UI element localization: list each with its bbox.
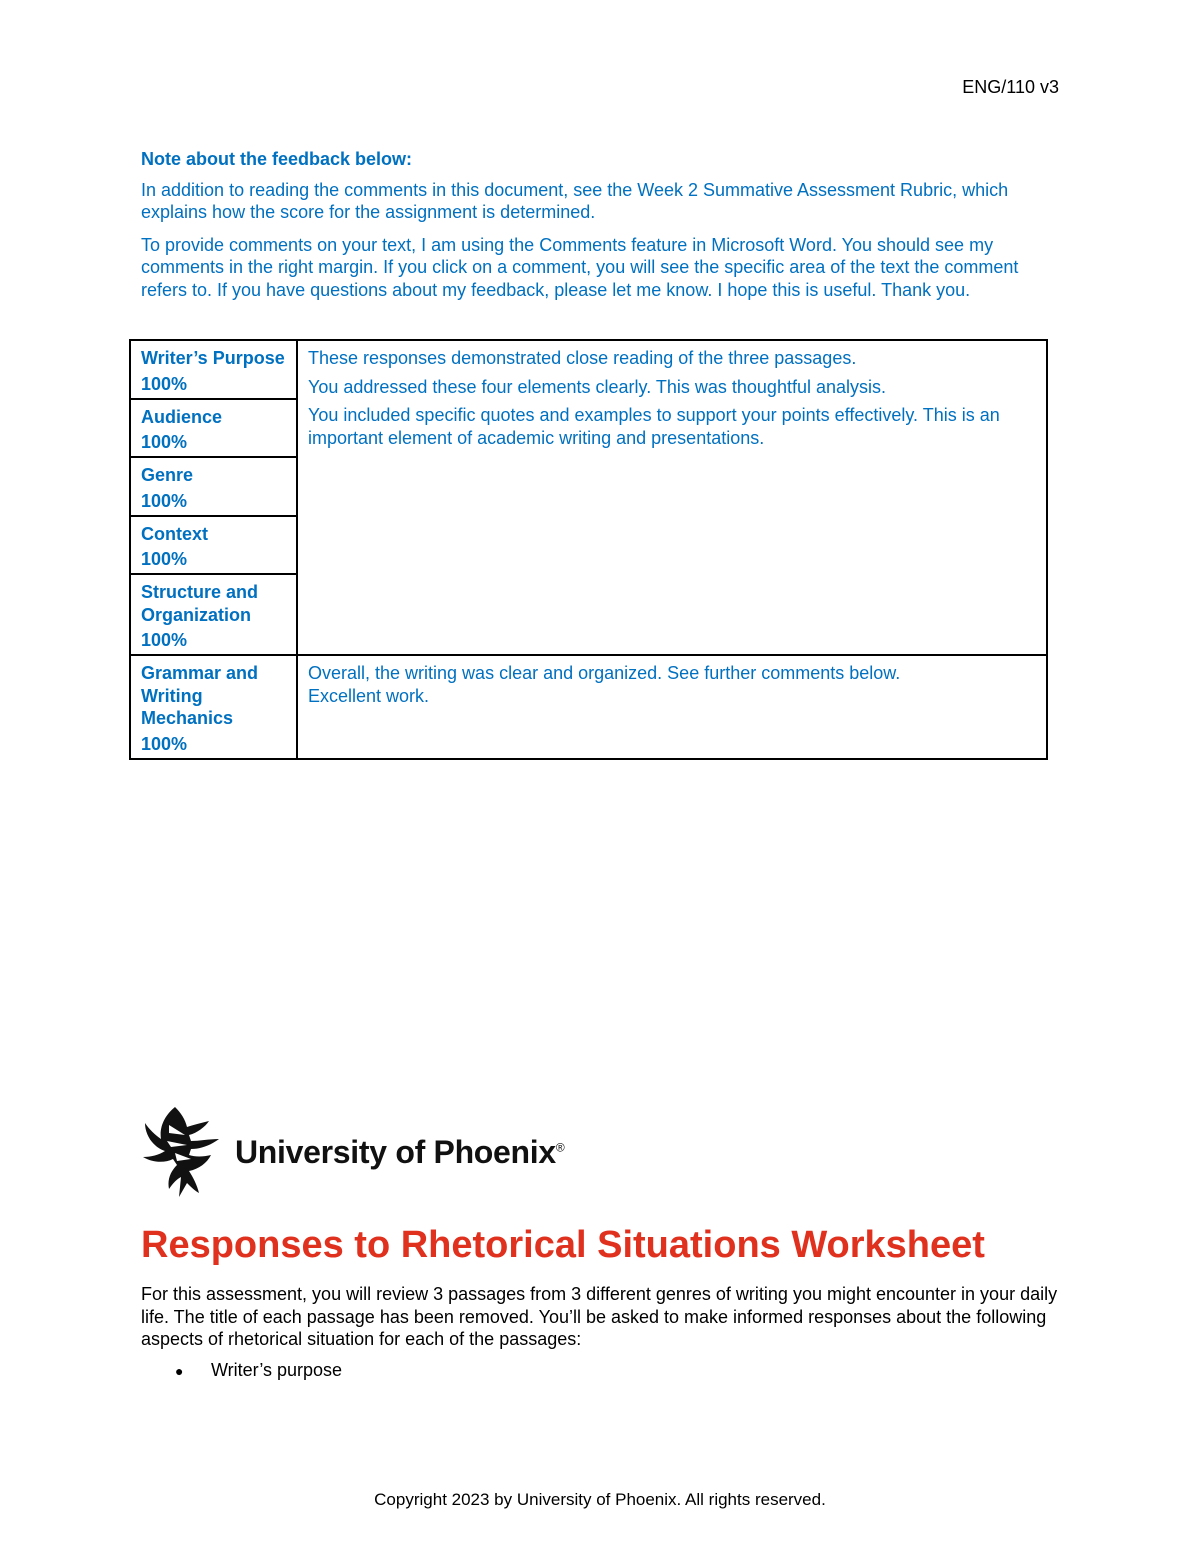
bullet-list: [141, 1360, 342, 1381]
copyright-footer: Copyright 2023 by University of Phoenix. All rights reserved.: [374, 1490, 826, 1509]
criterion-score: 100%: [141, 490, 188, 511]
criterion-cell: [130, 516, 297, 575]
table-row: [130, 340, 1047, 399]
comment-text: Excellent work.: [308, 685, 430, 706]
criterion-name: Audience: [141, 406, 223, 427]
criterion-cell: [130, 457, 297, 516]
list-item-text: Writer’s purpose: [211, 1360, 343, 1380]
comment-text: You included specific quotes and examples to support your points effectively. This is an important element of academic writing and presentations.: [308, 405, 1000, 448]
registered-mark: ®: [555, 1140, 565, 1155]
criterion-cell: [130, 655, 297, 759]
comment-text: You addressed these four elements clearly. This was thoughtful analysis.: [308, 376, 886, 397]
criterion-cell: [130, 574, 297, 655]
university-logo: [141, 1105, 564, 1200]
criterion-cell: [130, 399, 297, 458]
criterion-name: Grammar and Writing Mechanics: [141, 663, 259, 728]
comment-cell: [297, 340, 1047, 655]
criterion-name: Context: [141, 523, 208, 544]
criterion-name: Writer’s Purpose: [141, 348, 285, 368]
logo-name: University of Phoenix: [235, 1134, 556, 1170]
logo-text: [235, 1134, 564, 1171]
criterion-cell: [130, 340, 297, 399]
comment-text: These responses demonstrated close reading of the three passages.: [308, 348, 857, 368]
feedback-paragraph: To provide comments on your text, I am using the Comments feature in Microsoft Word. You should see my comments in the right margin. If you click on a comment, you will see the specific area of the text the comment refers to. If you have questions about my feedback, please let me know. I hope this is useful. Thank you.: [141, 234, 1019, 300]
criterion-name: Structure and Organization: [141, 582, 259, 625]
phoenix-icon: [141, 1105, 221, 1200]
criterion-score: 100%: [141, 733, 188, 754]
feedback-note: [141, 148, 1061, 311]
feedback-paragraph: In addition to reading the comments in this document, see the Week 2 Summative Assessment Rubric, which explains how the score for the assignment is determined.: [141, 179, 1009, 222]
list-item: [141, 1360, 342, 1381]
comment-text: Overall, the writing was clear and organized. See further comments below.: [308, 663, 901, 683]
criterion-score: 100%: [141, 373, 188, 394]
criterion-score: 100%: [141, 630, 188, 650]
rubric-table: [129, 339, 1048, 760]
table-row: [130, 655, 1047, 759]
criterion-name: Genre: [141, 465, 194, 485]
page-title: Responses to Rhetorical Situations Worksheet: [141, 1224, 985, 1266]
bullet-icon: ●: [175, 1362, 184, 1379]
criterion-score: 100%: [141, 549, 188, 569]
criterion-score: 100%: [141, 432, 188, 452]
feedback-heading: Note about the feedback below:: [141, 149, 413, 169]
intro-paragraph: For this assessment, you will review 3 passages from 3 different genres of writing you might encounter in your daily life. The title of each passage has been removed. You’ll be asked to make informed responses about the following aspects of rhetorical situation for each of the passages:: [141, 1284, 1058, 1349]
comment-cell: [297, 655, 1047, 759]
course-code: ENG/110 v3: [962, 77, 1059, 97]
